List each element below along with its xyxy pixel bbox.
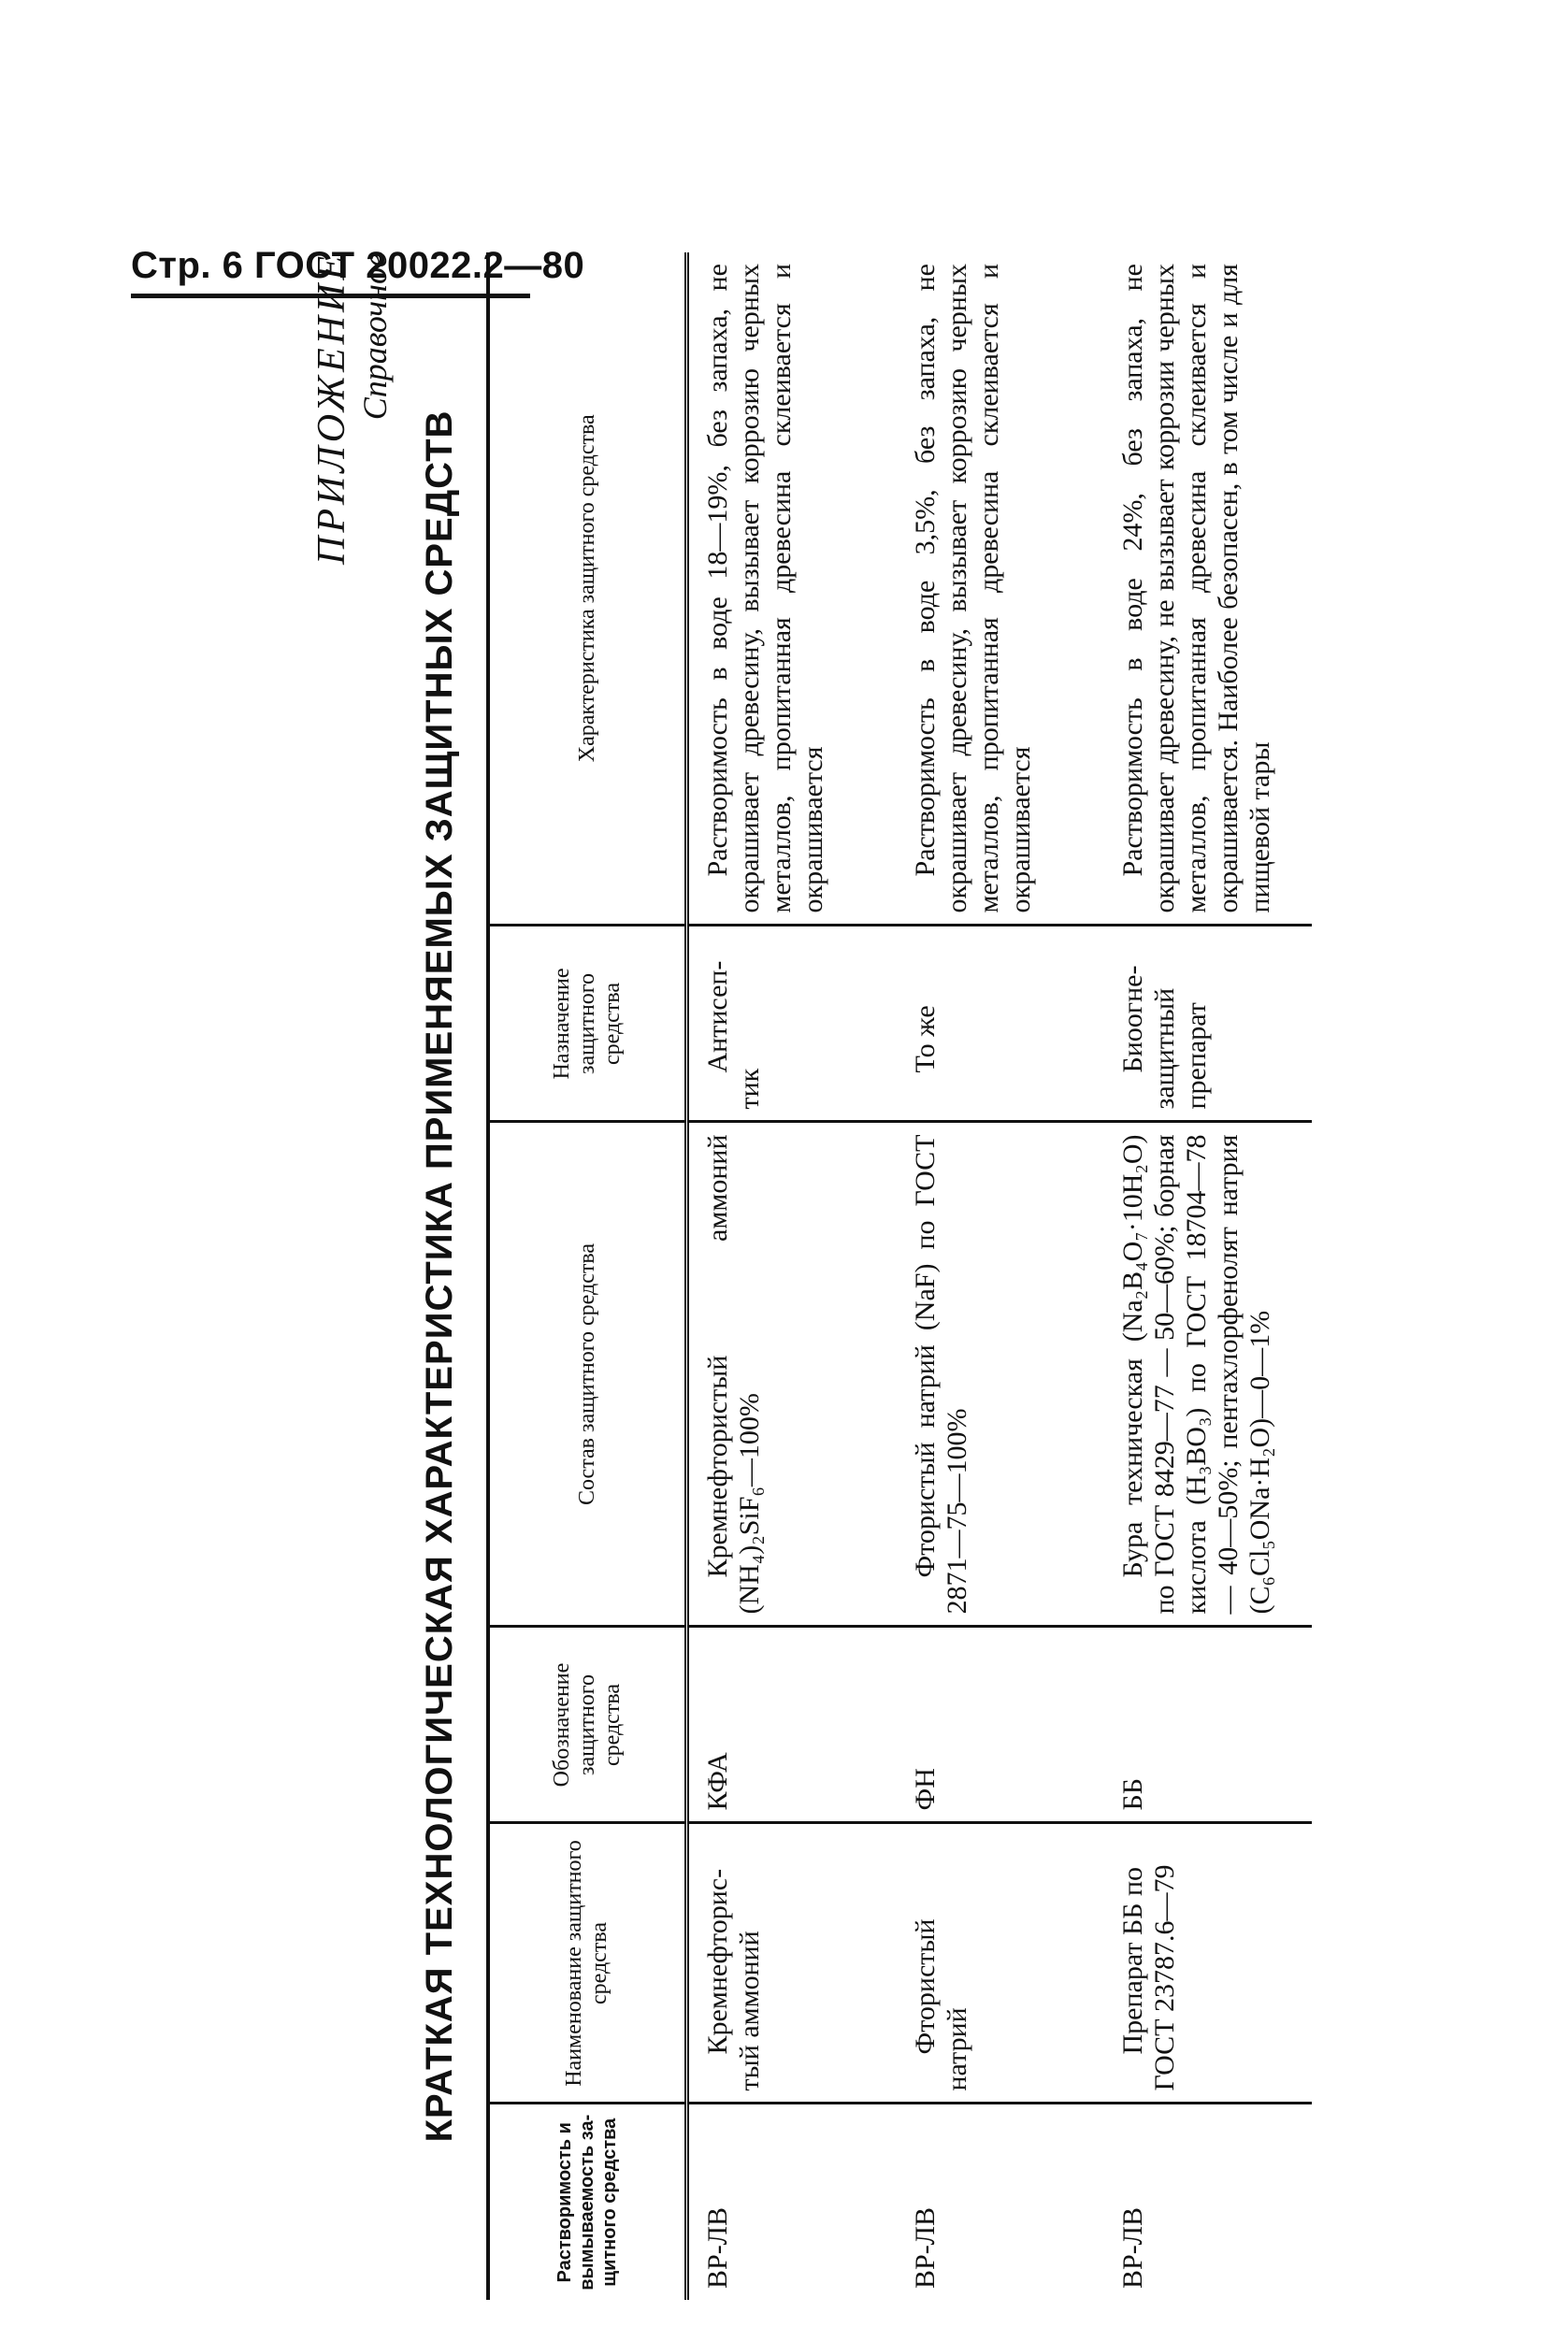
cell-composition: Бура техническая (Na₂B₄O₇·10H₂O) по ГОСТ 8429—77 — 50—60%; борная кислота (H₃BO₃) по ГОСТ 18704—78 — 40—50%; пентахлорфенолят натрия (C₆Cl₅ONa·H₂O)—0—1%	[1104, 1122, 1312, 1627]
cell-designation: ББ	[1104, 1627, 1312, 1823]
cell-name: Препарат ББ по ГОСТ 23787.6—79	[1104, 1823, 1312, 2104]
cell-solubility: ВР-ЛВ	[702, 2206, 733, 2289]
cell-purpose: Биоогнезащитный препарат	[1104, 926, 1312, 1122]
table-row	[1104, 252, 1312, 2300]
header-name: Наименование защитного средства	[488, 1823, 687, 2104]
cell-solubility: ВР-ЛВ	[1117, 2206, 1148, 2289]
table-row	[687, 252, 898, 2300]
header-composition: Состав защитного средства	[488, 1122, 687, 1627]
cell-name: Кремнефтористый аммоний	[687, 1823, 898, 2104]
table-header-row	[488, 252, 687, 2300]
cell-purpose: Антисептик	[687, 926, 898, 1122]
header-characteristic: Характеристика защитного средства	[488, 252, 687, 926]
cell-characteristic: Растворимость в воде 3,5%, без запаха, не окрашивает древесину, вызывает коррозию черных металлов, пропитанная древесина склеивается и окрашивается	[897, 252, 1104, 926]
cell-designation: ФН	[897, 1627, 1104, 1823]
cell-characteristic: Растворимость в воде 24%, без запаха, не окрашивает древесину, не вызывает коррозии черных металлов, пропитанная древесина склеивается и окрашивается. Наиболее безопасен, в том числе и для пищевой тары	[1104, 252, 1312, 926]
appendix-subtitle: Справочное	[356, 252, 394, 421]
table-title: КРАТКАЯ ТЕХНОЛОГИЧЕСКАЯ ХАРАКТЕРИСТИКА ПРИМЕНЯЕМЫХ ЗАЩИТНЫХ СРЕДСТВ	[419, 409, 460, 2143]
rotated-content	[309, 252, 1505, 2300]
appendix-title: ПРИЛОЖЕНИЕ	[310, 252, 353, 565]
cell-name: Фтористый натрий	[897, 1823, 1104, 2104]
page-header: Стр. 6 ГОСТ 20022.2—80	[131, 245, 585, 286]
cell-composition: Кремнефтористый аммоний (NH₄)₂SiF₆—100%	[687, 1122, 898, 1627]
cell-composition: Фтористый натрий (NaF) по ГОСТ 2871—75—100%	[897, 1122, 1104, 1627]
cell-characteristic: Растворимость в воде 18—19%, без запаха, не окрашивает древесину, вызывает коррозию черных металлов, пропитанная древесина склеивается и окрашивается	[687, 252, 898, 926]
table-row	[897, 252, 1104, 2300]
header-purpose: Назначение защитного средства	[488, 926, 687, 1122]
header-solubility: Растворимость и вымываемость защитного средства	[488, 2104, 687, 2300]
cell-purpose: То же	[897, 926, 1104, 1122]
header-designation: Обозначение защитного средства	[488, 1627, 687, 1823]
cell-solubility: ВР-ЛВ	[910, 2206, 941, 2289]
protective-agents-table	[486, 252, 1312, 2300]
cell-designation: КФА	[687, 1627, 898, 1823]
appendix-label	[309, 252, 395, 565]
